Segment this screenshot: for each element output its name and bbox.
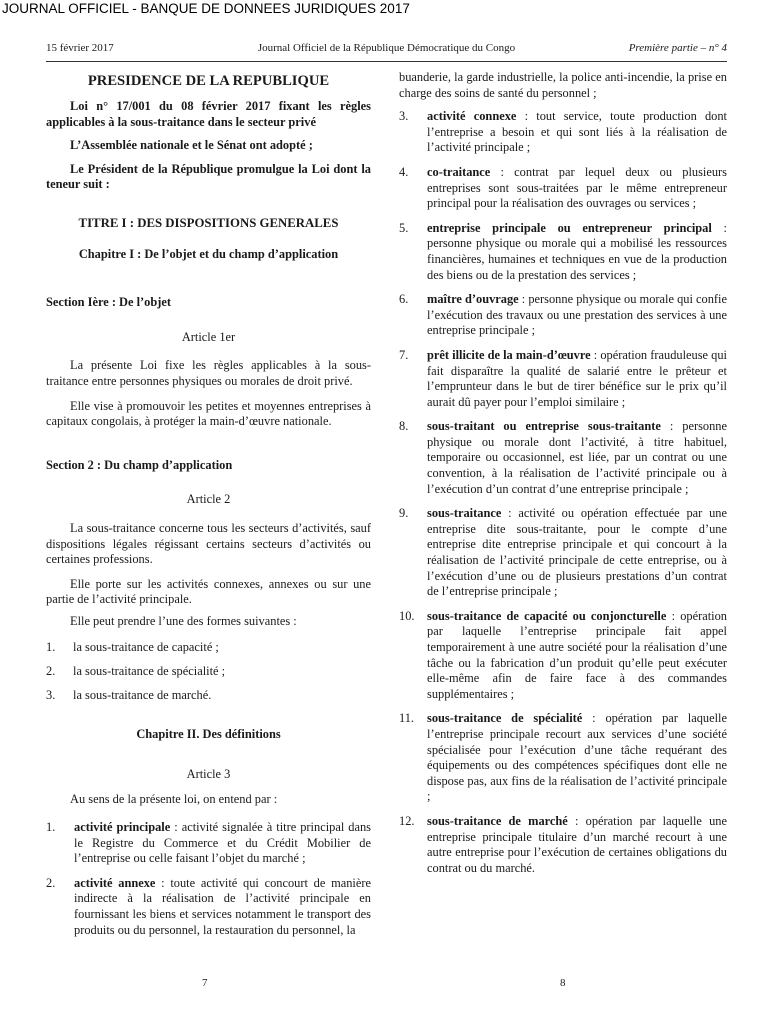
definition-number: 3. [399, 109, 409, 124]
definition-text: : contrat par lequel deux ou plusieurs entreprises sont sous-traitées par le même entrepreneur principal pour la réalisation des ouvrages ou services ; [427, 164, 727, 211]
header-journal-title: Journal Officiel de la République Démocratique du Congo [257, 42, 516, 54]
definition-item [399, 814, 727, 876]
list-number: 1. [46, 640, 56, 655]
definition-number: 9. [399, 506, 409, 521]
definition-number: 10. [399, 608, 415, 623]
header-rule [46, 61, 727, 62]
definition-term: activité annexe [74, 875, 156, 890]
definition-number: 11. [399, 711, 415, 726]
promulgation-statement: Le Président de la République promulgue la Loi dont la teneur suit : [46, 161, 371, 192]
definition-item [399, 221, 727, 283]
article-1-paragraph: La présente Loi fixe les règles applicables à la sous-traitance entre personnes physiques ou morales de droit privé. [46, 358, 371, 388]
article-3-heading: Article 3 [186, 766, 231, 781]
definition-term: entreprise principale ou entrepreneur principal [427, 220, 712, 235]
definitions-list [399, 109, 727, 876]
database-banner: JOURNAL OFFICIEL - BANQUE DE DONNEES JURIDIQUES 2017 [2, 1, 410, 16]
article-1-paragraph: Elle vise à promouvoir les petites et moyennes entreprises à capitaux congolais, à protéger la main-d’œuvre nationale. [46, 398, 371, 429]
definition-term: sous-traitance de spécialité [427, 711, 583, 726]
definition-term: activité principale [74, 820, 171, 835]
definition-text: : personne physique ou morale qui confie l’exécution des travaux ou une prestation des services à une entreprise principale ; [427, 292, 727, 338]
list-item [46, 664, 371, 680]
chapter-2-heading: Chapitre II. Des définitions [136, 727, 281, 742]
section-1-heading: Section Ière : De l’objet [46, 295, 172, 310]
definition-term: sous-traitance [427, 506, 502, 521]
definition-item [399, 292, 727, 339]
list-text: la sous-traitance de marché. [73, 687, 212, 702]
definition-text: : opération par laquelle l’entreprise principale fait appel temporairement à une autre société pour la réalisation d’une tâche ou la fabrication d’un produit qu’elle peut exécuter elle-même afin de faire face à des commandes supplémentaires ; [427, 608, 727, 701]
definition-item [399, 506, 727, 600]
definition-text: : personne physique ou morale qui a mobilisé les ressources financières, humaines et techniques en vue de la production des biens ou de la prestation des services ; [427, 220, 727, 282]
definition-text: : personne physique ou morale dont l’activité, à titre habituel, temporaire ou occasionnel, est liée, par un contrat ou une convention, à la réalisation de l’activité principale ou à l’exécution d’un contrat d’une entreprise principale ; [427, 419, 727, 496]
article-2-paragraph: Elle porte sur les activités connexes, annexes ou sur une partie de l’activité principale. [46, 576, 371, 607]
definition-text: : opération frauduleuse qui fait disparaître la qualité de salarié entre le prêteur et l’emprunteur dans le but de tirer bénéfice sur le prix qu’il aurait dû payer pour l’emploi similaire ; [427, 347, 727, 409]
definition-item [399, 109, 727, 156]
definition-text: : opération par laquelle l’entreprise principale recourt aux services d’une société spécialisée pour l’exécution d’une tâche requérant des équipements ou des compétences spécifiques dont elle ne dispose pas, aux fins de la réalisation de l’activité principale ; [427, 711, 727, 804]
definition-text: : activité signalée à titre principal dans le Registre du Commerce et du Crédit Mobilier de l’entreprise ou celle faisant l’objet du marché ; [74, 820, 371, 866]
title-heading: TITRE I : DES DISPOSITIONS GENERALES [78, 215, 339, 230]
definition-term: activité connexe [427, 109, 517, 124]
definition-number: 5. [399, 220, 409, 235]
definition-text: : opération par laquelle une entreprise principale titulaire d’un marché recourt à une autre entreprise pour l’exécution de certaines obligations du contrat ou du marché. [427, 813, 727, 875]
article-2-paragraph: Elle peut prendre l’une des formes suivantes : [70, 613, 297, 628]
definition-number: 6. [399, 292, 409, 307]
forms-list [46, 640, 371, 703]
definition-continuation: buanderie, la garde industrielle, la police anti-incendie, la prise en charge des soins de santé du personnel ; [399, 70, 727, 100]
definition-term: prêt illicite de la main-d’œuvre [427, 347, 591, 362]
definition-term: co-traitance [427, 164, 491, 179]
definition-term: sous-traitance de marché [427, 813, 568, 828]
definition-text: : activité ou opération effectuée par une entreprise dite sous-traitante, pour le compte d’une entreprise dite entreprise principale et qui concourt à la réalisation de l’activité principale de cette entreprise, ou à l’exécution d’une ou de plusieurs prestations d’un contrat de l’entreprise principale ; [427, 506, 727, 599]
definition-number: 8. [399, 419, 409, 434]
chapter-1-heading: Chapitre I : De l’objet et du champ d’application [78, 246, 339, 261]
definition-term: maître d’ouvrage [427, 292, 519, 307]
right-column [399, 70, 727, 885]
definition-item [399, 165, 727, 212]
definition-item [399, 711, 727, 805]
adoption-statement: L’Assemblée nationale et le Sénat ont adopté ; [70, 138, 313, 153]
definition-term: sous-traitant ou entreprise sous-traitante [427, 419, 661, 434]
list-item [46, 688, 371, 704]
definition-number: 7. [399, 347, 409, 362]
article-2-heading: Article 2 [186, 492, 231, 507]
law-title: Loi n° 17/001 du 08 février 2017 fixant les règles applicables à la sous-traitance dans le secteur privé [46, 99, 371, 129]
definition-item [399, 609, 727, 703]
page-number-left: 7 [202, 977, 208, 989]
definition-item [46, 820, 371, 867]
definition-text: : toute activité qui concourt de manière indirecte à la réalisation de l’activité principale en fournissant les biens et services notamment le transport des produits ou du personnel, la restauration du personnel, la [74, 875, 371, 937]
list-item [46, 640, 371, 656]
list-text: la sous-traitance de capacité ; [73, 640, 219, 655]
definition-number: 4. [399, 164, 409, 179]
list-number: 3. [46, 687, 56, 702]
article-3-intro: Au sens de la présente loi, on entend par : [70, 792, 278, 807]
list-text: la sous-traitance de spécialité ; [73, 664, 226, 679]
definition-text: : tout service, toute production dont l’entreprise a besoin et qui sont liés à la réalisation de l’activité principale ; [427, 109, 727, 155]
definition-item [399, 348, 727, 410]
definition-term: sous-traitance de capacité ou conjoncturelle [427, 608, 667, 623]
page-number-right: 8 [560, 977, 566, 989]
list-number: 2. [46, 664, 56, 679]
left-column [46, 70, 371, 947]
issuer-heading: PRESIDENCE DE LA REPUBLIQUE [87, 73, 330, 89]
definition-item [46, 876, 371, 938]
header-part: Première partie – n° 4 [628, 42, 727, 54]
running-header [46, 41, 727, 57]
definitions-list [46, 820, 371, 938]
definition-number: 1. [46, 820, 56, 835]
definition-item [399, 419, 727, 497]
header-date: 15 février 2017 [46, 42, 114, 54]
article-2-paragraph: La sous-traitance concerne tous les secteurs d’activités, sauf dispositions légales régissant certains secteurs d’activités ou certaines professions. [46, 520, 371, 567]
article-1-heading: Article 1er [181, 329, 236, 344]
definition-number: 12. [399, 813, 415, 828]
section-2-heading: Section 2 : Du champ d’application [46, 457, 233, 472]
definition-number: 2. [46, 875, 56, 890]
